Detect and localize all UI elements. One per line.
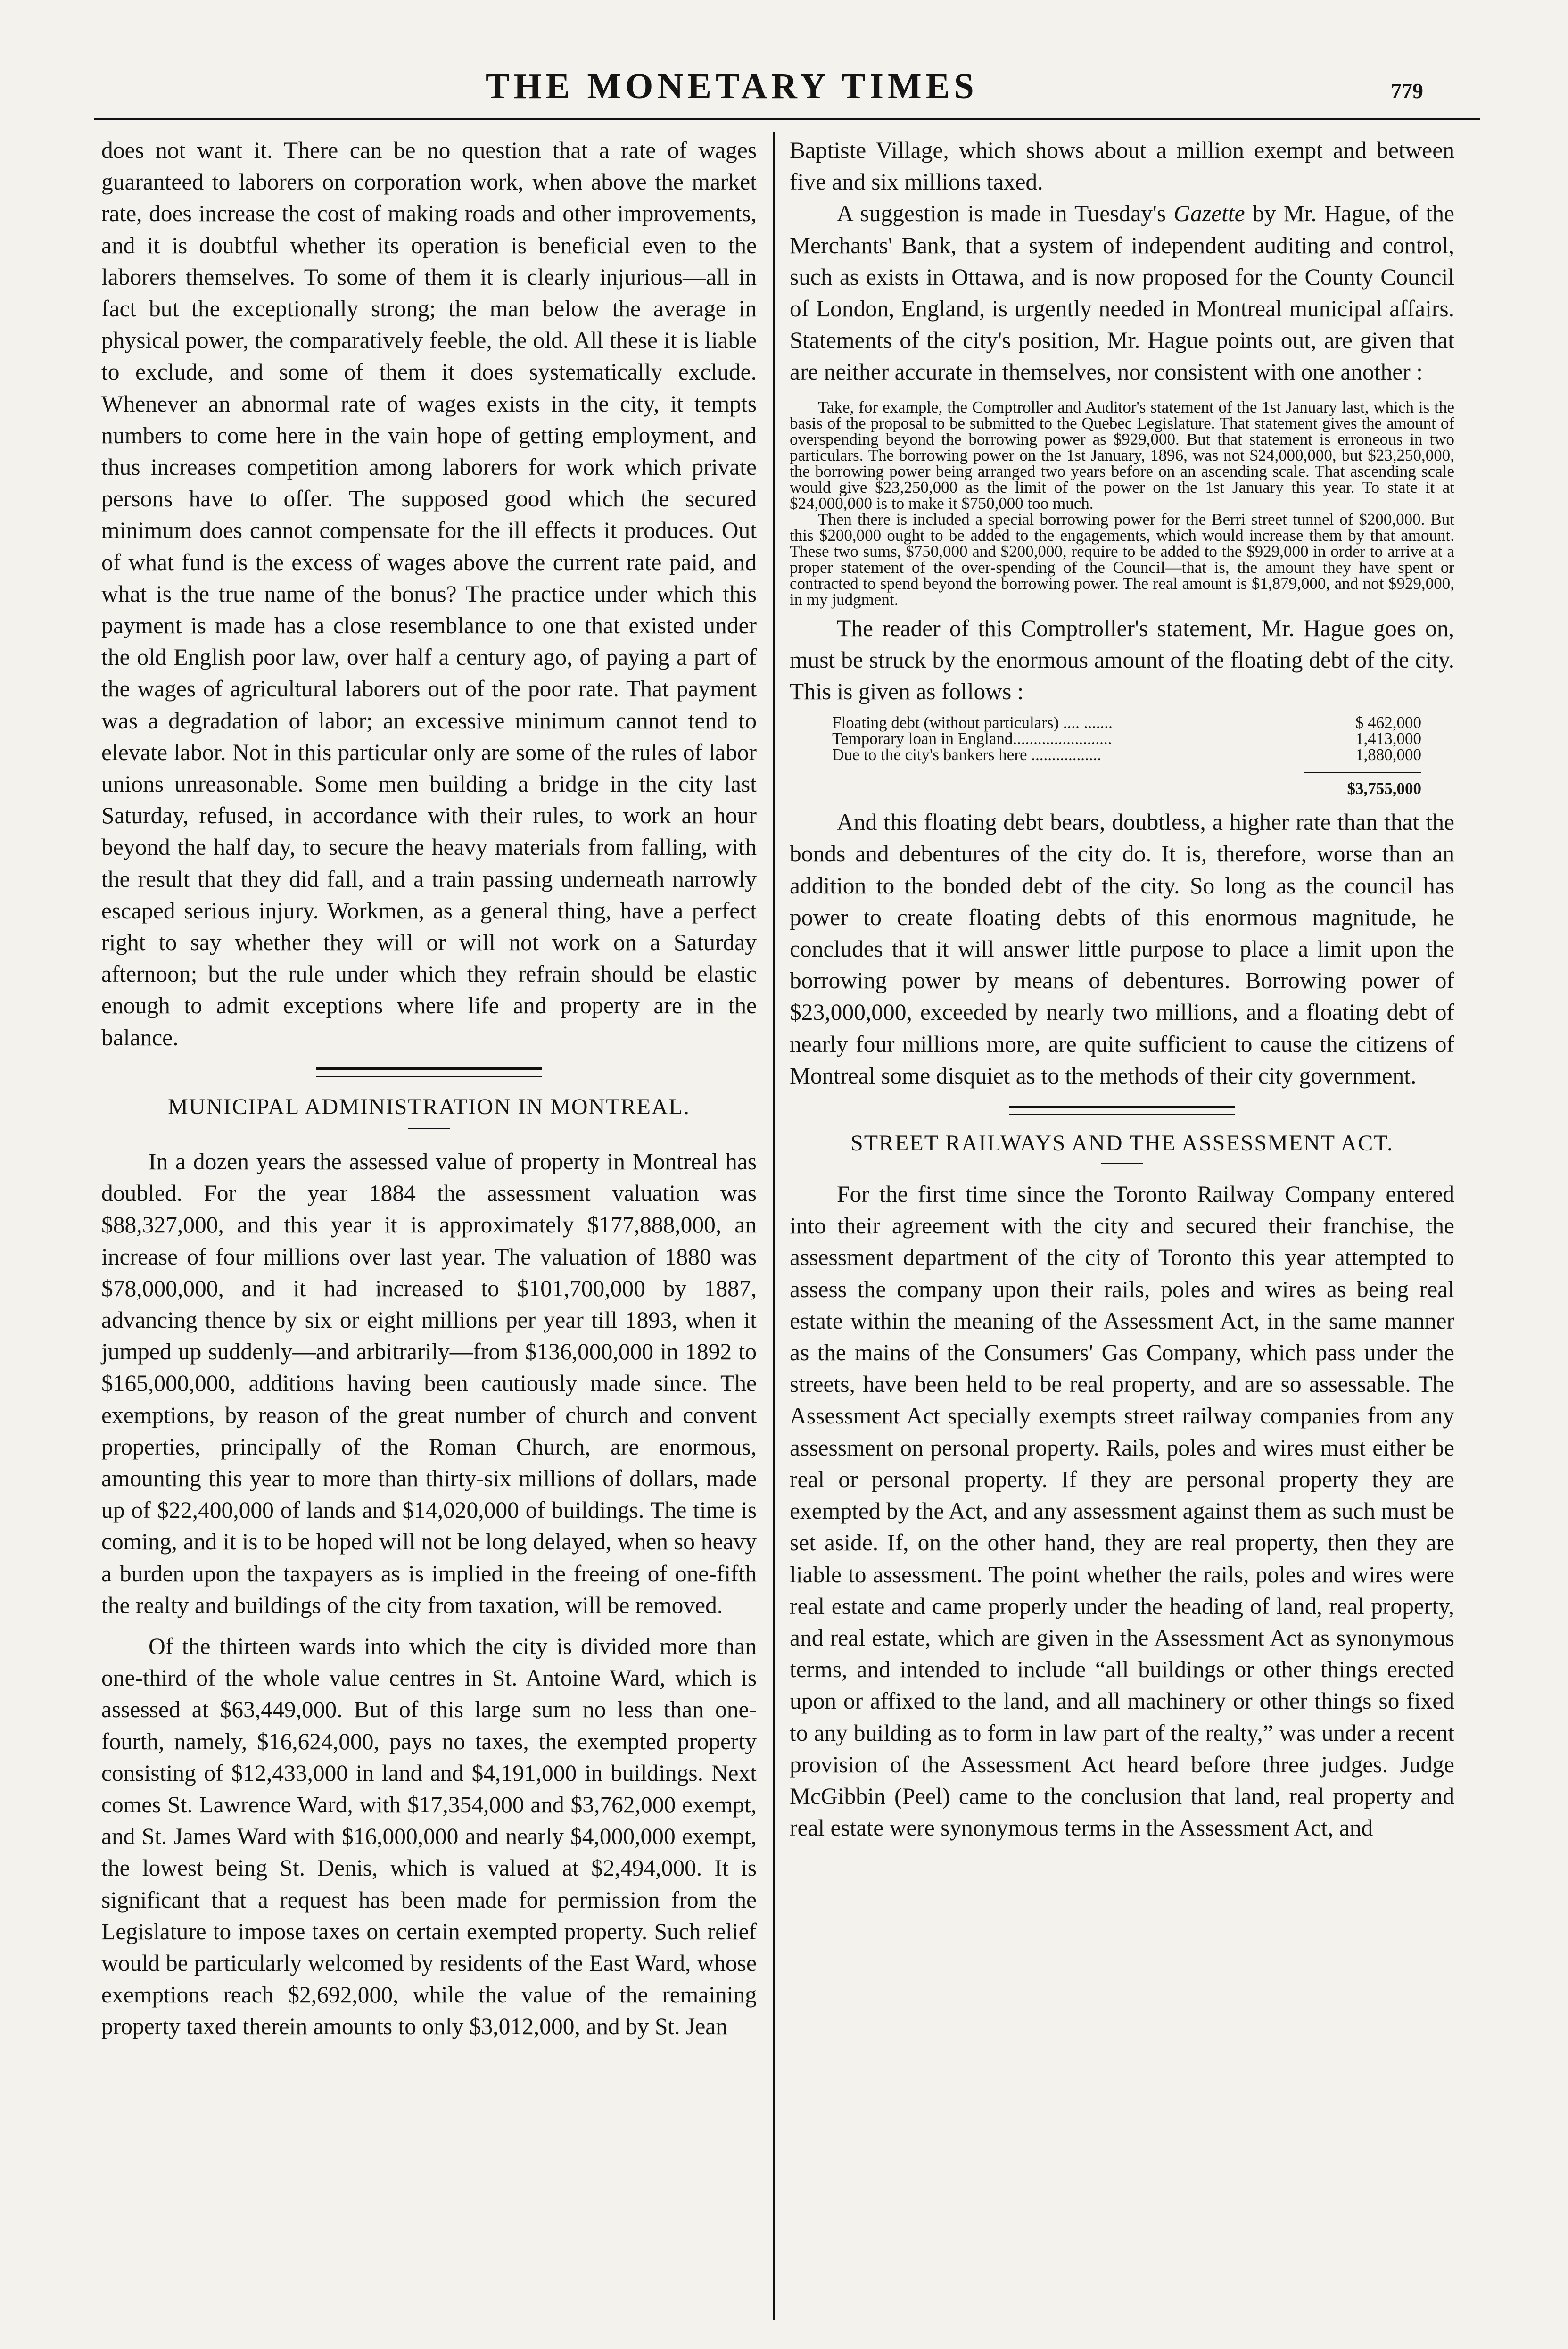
right-column bbox=[790, 134, 1454, 1844]
debt-row: Temporary loan in England........................ 1,413,000 bbox=[832, 729, 1421, 748]
floating-debt-intro: The reader of this Comptroller's statement, Mr. Hague goes on, must be struck by the enormous amount of the floating debt of the city. This is given as follows : bbox=[790, 615, 1454, 705]
floating-debt-paragraph: And this floating debt bears, doubtless, a higher rate than that the bonds and debentures of the city do. It is, therefore, worse than an addition to the bonded debt of the city. So long as the council has power to create floating debts of this enormous magnitude, he concludes that it will answer little purpose to place a limit upon the borrowing power by means of debentures. Borrowing power of $23,000,000, exceeded by nearly two millions, and a floating debt of nearly four millions more, are quite sufficient to cause the citizens of Montreal some disquiet as to the methods of their city government. bbox=[790, 809, 1454, 1089]
hague-paragraph bbox=[790, 198, 1454, 388]
page-number: 779 bbox=[1391, 79, 1423, 103]
hague-text-a: A suggestion is made in Tuesday's bbox=[837, 200, 1174, 227]
gazette-name: Gazette bbox=[1173, 200, 1245, 227]
debt-row: Due to the city's bankers here ................. 1,880,000 bbox=[832, 745, 1421, 764]
section-divider bbox=[1009, 1106, 1235, 1115]
montreal-heading: MUNICIPAL ADMINISTRATION IN MONTREAL. bbox=[168, 1094, 690, 1119]
left-column bbox=[101, 134, 757, 2043]
header-rule bbox=[94, 118, 1480, 120]
montreal-paragraph-2: Of the thirteen wards into which the city is divided more than one-third of the whole value centres in St. Antoine Ward, which is assessed at $63,449,000. But of this large sum no less than one-fourth, namely, $16,624,000, pays no taxes, the exempted property consisting of $12,433,000 in land and $4,191,000 in buildings. Next comes St. Lawrence Ward, with $17,354,000 and $3,762,000 exempt, and St. James Ward with $16,000,000 and nearly $4,000,000 exempt, the lowest being St. Denis, which is valued at $2,494,000. It is significant that a request has been made for permission from the Legislature to impose taxes on certain exempted property. Such relief would be particularly welcomed by residents of the East Ward, whose exemptions reach $2,692,000, while the value of the remaining property taxed therein amounts to only $3,012,000, and by St. Jean bbox=[101, 1633, 757, 2040]
hague-text-b: by Mr. Hague, of the Merchants' Bank, that a system of independent auditing and control, such as exists in Ottawa, and is now proposed for the County Council of London, England, is urgently needed in Montreal municipal affairs. Statements of the city's position, Mr. Hague points out, are given that are neither accurate in themselves, nor consistent with one another : bbox=[790, 200, 1454, 385]
section-divider bbox=[316, 1067, 542, 1077]
masthead bbox=[0, 57, 1568, 108]
debt-total: $3,755,000 bbox=[1304, 772, 1421, 797]
comptroller-quote-2: Then there is included a special borrowing power for the Berri street tunnel of $200,000. But this $200,000 ought to be added to the engagements, which would increase them by that amount. These two sums, $750,000 and $200,000, require to be added to the $929,000 in order to arrive at a proper statement of the over-spending of the Council—that is, the amount they have spent or contracted to spend beyond the borrowing power. The real amount is $1,879,000, and not $929,000, in my judgment. bbox=[790, 510, 1454, 609]
comptroller-quote-1: Take, for example, the Comptroller and Auditor's statement of the 1st January last, which is the basis of the proposal to be submitted to the Quebec Legislature. That statement gives the amount of overspending beyond the borrowing power as $929,000. But that statement is erroneous in two particulars. The borrowing power on the 1st January, 1896, was not $24,000,000, but $23,250,000, the borrowing power being arranged two years before on an ascending scale. That ascending scale would give $23,250,000 as the limit of the power on the 1st January this year. To state it at $24,000,000 is to make it $750,000 too much. bbox=[790, 397, 1454, 513]
railways-heading: STREET RAILWAYS AND THE ASSESSMENT ACT. bbox=[850, 1131, 1394, 1156]
column-divider bbox=[773, 132, 775, 2320]
floating-debt-table bbox=[832, 715, 1421, 797]
montreal-paragraph-1: In a dozen years the assessed value of property in Montreal has doubled. For the year 1884 the assessment valuation was $88,327,000, and this year it is approximately $177,888,000, an increase of four millions over last year. The valuation of 1880 was $78,000,000, and it had increased to $101,700,000 by 1887, advancing thence by six or eight millions per year till 1893, when it jumped up suddenly—and arbitrarily—from $136,000,000 in 1892 to $165,000,000, additions having been cautiously made since. The exemptions, by reason of the great number of church and convent properties, principally of the Roman Church, are enormous, amounting this year to more than thirty-six millions of dollars, made up of $22,400,000 of lands and $14,020,000 of buildings. The time is coming, and it is to be hoped will not be long delayed, when so heavy a burden upon the taxpayers as is implied in the freeing of one-fifth the realty and buildings of the city from taxation, will be removed. bbox=[101, 1148, 757, 1618]
debt-row: Floating debt (without particulars) .... ....... $ 462,000 bbox=[832, 713, 1421, 732]
labor-paragraph: does not want it. There can be no question that a rate of wages guaranteed to laborers on corporation work, when above the market rate, does increase the cost of making roads and other improvements, and it is doubtful whether its operation is beneficial even to the laborers themselves. To some of them it is clearly injurious—all in fact but the exceptionally strong; the man below the average in physical power, the comparatively feeble, the old. All these it is liable to exclude, and some of them it does systematically exclude. Whenever an abnormal rate of wages exists in the city, it tempts numbers to come here in the vain hope of getting employment, and thus increases competition among laborers for work which private persons have to offer. The supposed good which the secured minimum does cannot compensate for the ill effects it produces. Out of what fund is the excess of wages above the current rate paid, and what is the true name of the bonus? The practice under which this payment is made has a close resemblance to one that existed under the old English poor law, over half a century ago, of paying a part of the wages of agricultural laborers out of the poor rate. That payment was a degradation of labor; an excessive minimum cannot tend to elevate labor. Not in this particular only are some of the rules of labor unions unreasonable. Some men building a bridge in the city last Saturday, refused, in accordance with their rules, to work an hour beyond the half day, to secure the heavy materials from falling, with the result that they did fall, and a train passing underneath narrowly escaped serious injury. Workmen, as a general thing, have a perfect right to say whether they will or will not work on a Saturday afternoon; but the rule under which they refrain should be elastic enough to admit exceptions where life and property are in the balance. bbox=[101, 137, 757, 1050]
publication-title: THE MONETARY TIMES bbox=[486, 66, 978, 106]
village-paragraph: Baptiste Village, which shows about a million exempt and between five and six millions taxed. bbox=[790, 137, 1454, 195]
railways-paragraph: For the first time since the Toronto Railway Company entered into their agreement with the city and secured their franchise, the assessment department of the city of Toronto this year attempted to assess the company upon their rails, poles and wires as being real estate within the meaning of the Assessment Act, in the same manner as the mains of the Consumers' Gas Company, which pass under the streets, have been held to be real property, and are so assessable. The Assessment Act specially exempts street railway companies from any assessment on personal property. Rails, poles and wires must either be real or personal property. If they are personal property they are exempted by the Act, and any assessment against them as such must be set aside. If, on the other hand, they are real property, then they are liable to assessment. The point whether the rails, poles and wires were real estate and came properly under the heading of land, real property, and real estate, which are given in the Assessment Act as synonymous terms, and intended to include “all buildings or other things erected upon or affixed to the land, and all machinery or other things so fixed to any building as to form in law part of the realty,” was under a recent provision of the Assessment Act heard before three judges. Judge McGibbin (Peel) came to the conclusion that land, real property and real estate were synonymous terms in the Assessment Act, and bbox=[790, 1181, 1454, 1841]
